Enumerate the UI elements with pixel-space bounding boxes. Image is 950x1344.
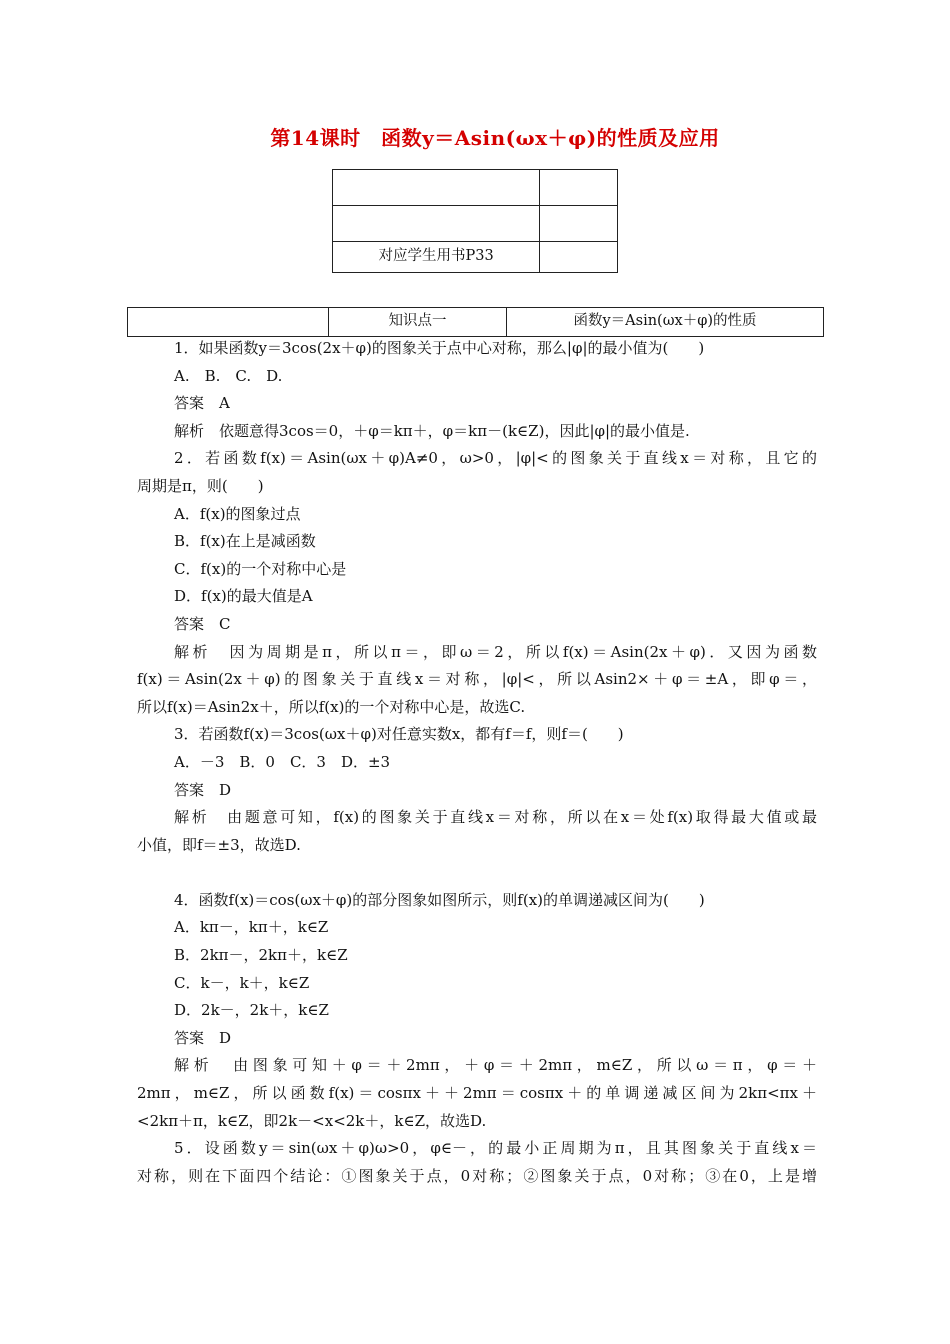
text-line: 答案 C	[174, 614, 231, 633]
text-line: 周期是π，则( )	[137, 476, 264, 495]
table-cell	[333, 206, 540, 242]
header-info-table	[332, 169, 618, 273]
text-line: 对称，则在下面四个结论：①图象关于点，0对称；②图象关于点，0对称；③在0，上是增	[137, 1166, 817, 1185]
text-line: A．kπ－，kπ＋，k∈Z	[174, 918, 329, 937]
text-line: D．f(x)的最大值是A	[174, 587, 313, 606]
text-line: C．k－，k＋，k∈Z	[174, 973, 310, 992]
table-row	[333, 170, 618, 206]
text-line: B．f(x)在上是减函数	[174, 532, 316, 551]
table-row	[128, 308, 824, 337]
text-line: 答案 D	[174, 780, 232, 799]
text-line: 1．如果函数y＝3cos(2x＋φ)的图象关于点中心对称，那么|φ|的最小值为( )	[174, 339, 705, 357]
text-line: f(x)＝Asin(2x＋φ)的图象关于直线x＝对称，|φ|<，所以Asin2×＋φ＝±A，即φ＝，	[137, 670, 817, 689]
section-header-bar	[127, 307, 824, 337]
table-cell	[540, 170, 618, 206]
lesson-title: 第14课时 函数y＝Asin(ωx＋φ)的性质及应用	[270, 126, 720, 150]
text-line: 所以f(x)＝Asin2x＋，所以f(x)的一个对称中心是，故选C.	[137, 697, 526, 716]
text-line: 3．若函数f(x)＝3cos(ωx＋φ)对任意实数x，都有f＝f，则f＝( )	[174, 725, 624, 744]
table-row	[333, 242, 618, 273]
text-line: B．2kπ－，2kπ＋，k∈Z	[174, 946, 348, 965]
exercise-content	[137, 335, 817, 1190]
text-line: 解析 因为周期是π，所以π＝，即ω＝2，所以f(x)＝Asin(2x＋φ)．又因为函数	[174, 642, 817, 661]
text-line: 答案 A	[174, 394, 230, 413]
knowledge-point-label: 知识点一	[329, 308, 507, 337]
table-cell	[128, 308, 329, 337]
text-line: 5．设函数y＝sin(ωx＋φ)ω>0，φ∈－，的最小正周期为π，且其图象关于直线x＝	[174, 1139, 817, 1158]
text-line: 2．若函数f(x)＝Asin(ωx＋φ)A≠0，ω>0，|φ|<的图象关于直线x＝对称，且它的	[174, 449, 817, 468]
text-line: 小值，即f＝±3，故选D.	[137, 835, 301, 854]
table-row	[333, 206, 618, 242]
spacer	[137, 859, 817, 887]
text-line: A. B. C. D.	[174, 366, 283, 385]
text-line: 解析 依题意得3cos＝0，＋φ＝kπ＋，φ＝kπ－(k∈Z)，因此|φ|的最小值是.	[174, 421, 690, 440]
text-line: <2kπ＋π，k∈Z，即2k－<x<2k＋，k∈Z，故选D.	[137, 1111, 487, 1130]
table-cell	[540, 206, 618, 242]
text-line: A．－3 B．0 C．3 D．±3	[174, 752, 391, 771]
table-cell	[333, 170, 540, 206]
section-topic: 函数y＝Asin(ωx＋φ)的性质	[507, 308, 824, 337]
book-reference: 对应学生用书P33	[333, 242, 540, 273]
text-line: A．f(x)的图象过点	[174, 504, 301, 523]
text-line: C．f(x)的一个对称中心是	[174, 559, 347, 578]
text-line: 解析 由题意可知，f(x)的图象关于直线x＝对称，所以在x＝处f(x)取得最大值或最	[174, 808, 817, 827]
text-line: D．2k－，2k＋，k∈Z	[174, 1001, 329, 1020]
text-line: 答案 D	[174, 1028, 232, 1047]
text-line: 4．函数f(x)＝cos(ωx＋φ)的部分图象如图所示，则f(x)的单调递减区间为( )	[174, 890, 705, 909]
table-cell	[540, 242, 618, 273]
text-line: 2mπ，m∈Z，所以函数f(x)＝cosπx＋＋2mπ＝cosπx＋的单调递减区间为2kπ<πx＋	[137, 1084, 817, 1103]
text-line: 解析 由图象可知＋φ＝＋2mπ，＋φ＝＋2mπ，m∈Z，所以ω＝π，φ＝＋	[174, 1056, 817, 1075]
